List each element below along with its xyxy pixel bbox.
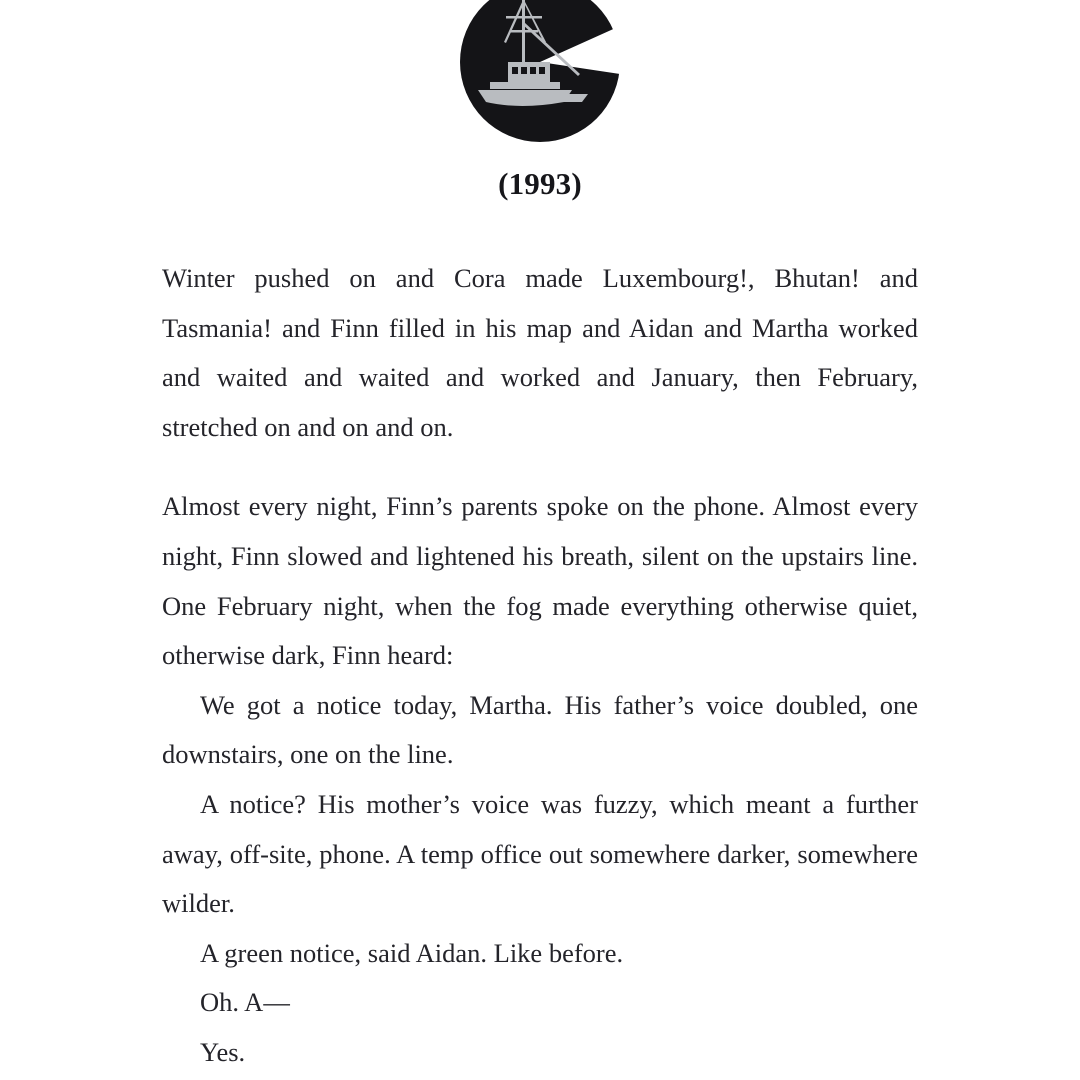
chapter-heading: (1993): [498, 166, 582, 201]
paragraph-6: Oh. A—: [200, 987, 290, 1018]
fishing-boat-circle-icon: [460, 0, 620, 142]
paragraph-3: We got a notice today, Martha. His father’s voice doubled, one downstairs, one on the line.: [162, 689, 918, 770]
paragraph-5: A green notice, said Aidan. Like before.: [200, 937, 624, 968]
paragraph-1: Winter pushed on and Cora made Luxembourg!, Bhutan! and Tasmania! and Finn filled in his map and Aidan and Martha worked and waited and waited and worked and January, then February, stretched on and on and on.: [162, 263, 918, 442]
body-text: [162, 202, 918, 1078]
paragraph-2: Almost every night, Finn’s parents spoke on the phone. Almost every night, Finn slowed and lightened his breath, silent on the upstairs line. One February night, when the fog made everything otherwise quiet, otherwise dark, Finn heard:: [162, 491, 918, 671]
chapter-ornament: [0, 0, 1080, 142]
paragraph-7: Yes.: [200, 1036, 246, 1067]
paragraph-4: A notice? His mother’s voice was fuzzy, which meant a further away, off-site, phone. A temp office out somewhere darker, somewhere wilder.: [162, 788, 918, 919]
